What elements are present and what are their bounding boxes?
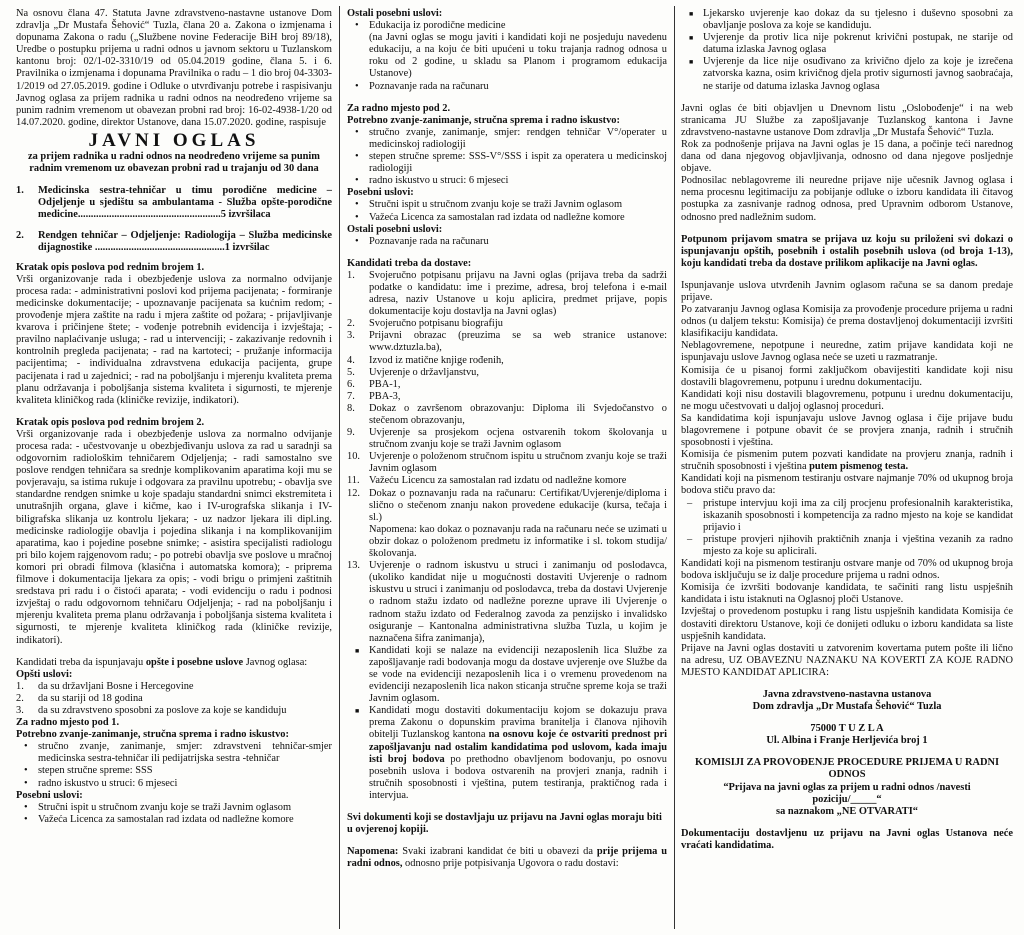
paragraph: Kandidati koji na pismenom testiranju ostvare najmanje 70% od ukupnog broja bodova stiču pravo da: <box>681 473 1013 497</box>
list-item: • Stručni ispit u stručnom zvanju koje se traži Javnim oglasom <box>347 199 667 211</box>
paragraph: Po zatvaranju Javnog oglasa Komisija za provođenje procedure prijema u radni odnos (u daljem tekstu: Komisija) će prema dostavljenoj dokumentaciji izvršiti klasifikaciju kandidata. <box>681 304 1013 340</box>
section-heading: Opšti uslovi: <box>16 668 73 680</box>
paragraph: Ispunjavanje uslova utvrđenih Javnim oglasom računa se sa danom predaje prijave. <box>681 279 1013 303</box>
item-number: 2. <box>16 692 24 704</box>
column-divider <box>674 6 675 929</box>
list-item: • Važeća Licenca za samostalan rad izdata od nadležne komore <box>347 212 667 224</box>
list-item <box>16 705 332 717</box>
position-text: Medicinska sestra-tehničar u timu porodične medicine – Odjeljenje u sjedištu sa ambulantama - Služba opšte-porodične medicine.......................................................5 izvršilaca <box>38 185 332 221</box>
section-heading: Kandidati treba da dostave: <box>347 257 472 269</box>
section-heading: Ostali posebni uslovi: <box>347 223 443 235</box>
column-middle <box>347 8 667 929</box>
item-number <box>347 524 369 560</box>
list-item: • Poznavanje rada na računaru <box>347 81 667 93</box>
final-notice: Dokumentaciju dostavljenu uz prijavu na Javni oglas Ustanova neće vraćati kandidatima. <box>681 827 1013 851</box>
list-item <box>347 403 667 427</box>
item-number: 3. <box>16 704 24 716</box>
section-heading: Za radno mjesto pod 1. <box>16 717 120 729</box>
section-subheading: Potrebno zvanje-zanimanje, stručna sprema i radno iskustvo: <box>16 729 289 741</box>
list-item <box>347 451 667 475</box>
item-text: Dokaz o završenom obrazovanju: Diploma ili Svjedočanstvo o stečenom obrazovanju, <box>369 402 667 426</box>
item-text: PBA-3, <box>369 390 401 402</box>
address-line: sa naznakom „NE OTVARATI“ <box>776 805 918 817</box>
other-conditions-list <box>347 236 667 248</box>
item-text: da su državljani Bosne i Hercegovine <box>38 680 194 692</box>
section-heading: Posebni uslovi: <box>347 187 414 199</box>
item-number: 1. <box>347 269 355 281</box>
item-text: Uvjerenje o državljanstvu, <box>369 366 479 378</box>
paragraph: Neblagovremene, nepotpune i neuredne, zatim prijave kandidata koji ne ispunjavaju uslove Javnog oglasa neće se uzeti u razmatranje. <box>681 340 1013 364</box>
address-line: 75000 T U Z L A <box>810 723 884 735</box>
column-right <box>681 8 1013 929</box>
requirements-list <box>16 741 332 789</box>
item-number: 7. <box>347 390 355 402</box>
item-text: Kandidati mogu dostaviti dokumentaciju kojom se dokazuju prava prema Zakonu o dopunskim pravima branitelja i članova njihovih obitelji Tuzlanskog kantona <box>369 705 667 741</box>
item-text: da su stariji od 18 godina <box>38 692 143 704</box>
paragraph: Komisija će u pisanoj formi zaključkom obavijestiti kandidate koji nisu dostavili blagovremenu, potpunu i urednu dokumentaciju. <box>681 364 1013 388</box>
list-item <box>347 475 667 487</box>
note-text: odnosno prije potpisivanja Ugovora o radu dostavi: <box>402 858 619 870</box>
section-heading: Kratak opis poslova pod rednim brojem 1. <box>16 261 205 273</box>
certified-copies-note: Svi dokumenti koji se dostavljaju uz prijavu na Javni oglas moraju biti u ovjerenoj kopiji. <box>347 812 662 836</box>
section-subheading: Potrebno zvanje-zanimanje, stručna sprema i radno iskustvo: <box>347 114 620 126</box>
item-number: 3. <box>347 330 355 342</box>
list-item: • Važeća Licenca za samostalan rad izdata od nadležne komore <box>16 814 332 826</box>
list-item: • radno iskustvo u struci: 6 mjeseci <box>16 778 332 790</box>
item-text: Izvod iz matične knjige rođenih, <box>369 354 504 366</box>
note-label: Napomena: <box>347 846 399 858</box>
item-number: 8. <box>347 402 355 414</box>
item-text: Uvjerenje o radnom iskustvu u struci i zanimanju od poslodavca, (ukoliko kandidat nije u mogućnosti dostaviti Uvjerenje o radnom iskustvu u struci i zanimanju od poslodavca, treba da dostavi Uvjerenje o radnom stažu izdato od nadležne porezne uprave ili Uvjerenje o radnom stažu izdato od Federalnog zavoda za penzijsko i invalidsko osiguranje – Kantonalna administrativna služba Tuzla, u kojim je naznačena šifra zanimanja), <box>369 560 667 644</box>
list-item: • stepen stručne spreme: SSS-V°/SSS i ispit za operatera u medicinskoj radiologiji <box>347 151 667 175</box>
additional-docs-list <box>347 645 667 802</box>
list-item: • stručno zvanje, zanimanje, smjer: zdravstveni tehničar-smjer medicinska sestra-tehničar ili pedijatrijska sestra -tehničar <box>16 741 332 765</box>
item-text: Uvjerenje sa prosjekom ocjena ostvarenih tokom školovanja u stručnom zvanju koje se traži Javnim oglasom <box>369 427 667 451</box>
item-text: Dokaz o poznavanju rada na računaru: Certifikat/Uvjerenje/diploma i slično o stečenom znanju nakon provedene edukacije (kursa, tečaja i sl.) <box>369 487 667 523</box>
item-number: 6. <box>347 378 355 390</box>
list-item: • Poznavanje rada na računaru <box>347 236 667 248</box>
final-note <box>347 846 667 870</box>
intro-paragraph: Na osnovu člana 47. Statuta Javne zdravstveno-nastavne ustanove Dom zdravlja „Dr Mustafa Šehović“ Tuzla, člana 20 a. Zakona o izmjenama i dopunama Zakona o radu („Službene novine Federacije BiH broj 89/18), Uredbe o postupku prijema u radni odnos u javnom sektoru u Tuzlanskom kantonu broj: 02/1-02-3310/19 od 05.04.2019 godine, člana 5. i 6. Pravilnika o izmjenama i dopunama Pravilnika o radu – 1 dio broj 04-3303-1/2019 od 27.05.2019. godine i Odluke o utvrđivanju potrebe i raspisivanju Javnog oglasa za prijem radnika u radni odnos na neodređeno vrijeme sa punim radnim vremenom ut obavezan probni rad broj: 16-02-4938-1/20 od 14.07.2020. godine, direktor Ustanove, dana 15.07.2020. godine, raspisuje <box>16 8 332 128</box>
list-item <box>347 524 667 560</box>
item-number: 10. <box>347 451 360 463</box>
note-text: Svaki izabrani kandidat će biti u obavezi da <box>398 846 597 858</box>
list-item: • Edukacija iz porodične medicine <box>347 20 667 32</box>
job-description-2: Vrši organizovanje rada i obezbjeđenje uslova za normalno odvijanje procesa rada: - učestvovanje u obezbjeđivanju uslova za rad u saradnji sa odgovornim radiološkim tehničarem Odjeljenja; - radi samostalno sve poslove rendgen tehničara sa srednje komplikovanim aparatima koji mu se povjeravaju, sa istima rukuje i odgovara za pravilnu upotrebu; - obavlja sve standardne rendgen snimke u koje spadaju standardni snimci ekstremiteta i unutrašnjih organa, glave i kičme, kao i IV-urografska slikanja i IV-biligrafska slikanja uz kontrolu ljekara; - uz nadzor ljekara ili dipl.ing. medicinske radiologije obavlja i pojedina slikanja i na komplikovanijim aparatima, kao i pojedine posebne snimke; - asistira specijalisti radiologu pri bilo kojem rajgenovom radu; - po potrebi obavlja sve poslove u mračnoj komori pri obradi filmova (klasična i automatska komora); - pripremа filmove i dokumentacija ljekara za opis; - vodi brigu o primjeni zaštitnih sredstava pri radu i o čistoći aparata; - vodi evidenciju o radu i podnosi izvještaj o radu odgovornom tehničaru Odjeljenja; - rad na poboljšanju i mjerenju kvaliteta prema planu održavanja i poboljšanja sistema kvaliteta i sigurnosti, te mjerenje kvaliteta kliničkog rada (kliničke revizije, indikatori). <box>16 428 332 646</box>
paragraph: Komisija će izvršiti bodovanje kandidata, te sačiniti rang listu uspješnih kandidata i istu istaknuti na Oglasnoj ploči Ustanove. <box>681 582 1013 606</box>
list-item: • radno iskustvo u struci: 6 mjeseci <box>347 175 667 187</box>
list-item <box>347 330 667 354</box>
item-text: Svojeručno potpisanu biografiju <box>369 318 503 330</box>
list-item <box>16 693 332 705</box>
item-bold: na osnovu koje će ostvariti prednost pri zapošljavanju nad ostalim kandidatima pod uslovom, kada imaju isti broj bodova <box>369 729 667 765</box>
note-bold: prije prijema u radni odnos, <box>347 846 667 870</box>
item-number: 4. <box>347 354 355 366</box>
conditions-text: Javnog oglasa: <box>243 656 308 668</box>
item-number: 12. <box>347 487 360 499</box>
documents-list <box>347 270 667 645</box>
column-left <box>16 8 332 929</box>
list-item: • stepen stručne spreme: SSS <box>16 765 332 777</box>
deadline-paragraph: Rok za podnošenje prijava na Javni oglas je 15 dana, a počinje teći narednog dana od dana njegovog objavljivanja, odnosno od dana njegove posljednje objave. <box>681 138 1013 175</box>
item-number: 5. <box>347 366 355 378</box>
address-line: Javna zdravstveno-nastavna ustanova <box>762 688 932 700</box>
list-item: – pristupe intervjuu koji ima za cilj procjenu profesionalnih karakteristika, iskazanih sposobnosti i kompetencija za radno mjesto na koje se kandidat prijavio i <box>681 498 1013 534</box>
item-text: Važeću Licencu za samostalan rad izdatu od nadležne komore <box>369 475 627 487</box>
page-title: JAVNI OGLAS <box>88 129 260 151</box>
position-item <box>16 185 332 221</box>
paragraph: Kandidati koji nisu dostavili blagovremenu, potpunu i urednu dokumentaciju, ne mogu učestvovati u daljoj oglasnoj proceduri. <box>681 388 1013 412</box>
list-item: – pristupe provjeri njihovih praktičnih znanja i vještina vezanih za radno mjesto za koje su aplicirali. <box>681 534 1013 558</box>
publication-paragraph: Javni oglas će biti objavljen u Dnevnom listu „Oslobođenje“ i na web stranicama JU Službe za zapošljavanje Tuzlanskog kantona i Javne zdravstveno-nastavne ustanove Dom zdravlja „Dr Mustafa Šehović“ Tuzla. <box>681 102 1013 138</box>
section-heading: Kratak opis poslova pod rednim brojem 2. <box>16 416 205 428</box>
list-item <box>347 705 667 802</box>
list-item <box>347 379 667 391</box>
late-application-paragraph: Podnosilac neblagovreme ili neuredne prijave nije učesnik Javnog oglasa i nema procesnu legitimaciju za pobijanje odluke o izboru kandidata ili čitavog postupka za zasnivanje radnog odnosa, pred Upravnim odborom Ustanove, odnosno pred nadležnim sudom. <box>681 175 1013 223</box>
list-item <box>347 391 667 403</box>
job-description-1: Vrši organizovanje rada i obezbjeđenje uslova za normalno odvijanje procesa rada: - administrativni poslovi kod prijema pacijenata; - formiranje medicinske dokumentacije; - upoznavanje pacijenata sa kućnim redom; - provođenje mjera zaštite na radu i mjera zaštite od požara; - prijavljivanje kvarova i pričinjene štete; - vođenje potrebnih evidencija i izvještaja; - pravilno naplaćivanje usluga; - rad u intervenciji; - zakazivanje redovnih i kontrolnih pregleda pacijenata; - rad na kartoteci; - pružanje informacija pacijentima; - individualna zdravstvena edukacija pacijenta, grupe pacijenata i rad u zajednici; - rad na poboljšanju i mjerenju kvaliteta prema planu održavanja i poboljšanja sistema kvaliteta i sigurnosti, te mjerenje kvaliteta kliničkog rada (kliničke revizije, indikatori). <box>16 273 332 406</box>
list-item <box>16 681 332 693</box>
list-item: ■ Uvjerenje da lice nije osuđivano za krivično djelo za koje je izrečena zatvorska kazna, osim krivičnog djela protiv sigurnosti javnog saobraćaja, ne starije od datuma izlaska Javnog oglasa <box>681 56 1013 92</box>
position-number: 2. <box>16 229 24 241</box>
item-number: 13. <box>347 560 360 572</box>
education-note: (na Javni oglas se mogu javiti i kandidati koji ne posjeduju navedenu edukaciju, a na koju će biti upućeni u toku trajanja radnog odnosa u roku od 2 godine, u skladu sa Planom i programom edukacija Ustanove) <box>369 32 667 80</box>
item-text: Prijavni obrazac (preuzima se sa web stranice ustanove: www.dztuzla.ba), <box>369 330 667 354</box>
address-line: Dom zdravlja „Dr Mustafa Šehović“ Tuzla <box>752 701 942 713</box>
list-item <box>347 318 667 330</box>
position-number: 1. <box>16 185 24 197</box>
complete-application-paragraph: Potpunom prijavom smatra se prijava uz koju su priloženi svi dokazi o ispunjavanju opštih, posebnih i ostalih posebnih uslova (od broja 1-13), koju kandidati treba da dostave prilikom aplikacije na Javni oglas. <box>681 233 1013 269</box>
list-item <box>347 367 667 379</box>
list-item <box>347 270 667 318</box>
list-item: • Stručni ispit u stručnom zvanju koje se traži Javnim oglasom <box>16 802 332 814</box>
address-line: KOMISIJI ZA PROVOĐENJE PROCEDURE PRIJEMA U RADNI ODNOS <box>694 757 1000 781</box>
section-heading: Posebni uslovi: <box>16 789 83 801</box>
address-line: “Prijava na javni oglas za prijem u radni odnos /navesti poziciju/_____“ <box>723 781 971 805</box>
section-heading: Ostali posebni uslovi: <box>347 8 443 19</box>
other-conditions-list <box>347 20 667 32</box>
item-number: 11. <box>347 475 360 487</box>
list-item: • stručno zvanje, zanimanje, smjer: rendgen tehničar V°/operater u medicinskoj radiologiji <box>347 127 667 151</box>
test-rights-list <box>681 498 1013 558</box>
section-heading: Za radno mjesto pod 2. <box>347 102 451 114</box>
list-item: ■ Uvjerenje da protiv lica nije pokrenut krivični postupak, ne starije od datuma izlaska Javnog oglasa <box>681 32 1013 56</box>
paragraph-text: Komisija će pismenim putem pozvati kandidate na provjeru znanja, radnih i stručnih sposobnosti i vještina <box>681 449 1013 473</box>
list-item <box>347 427 667 451</box>
paragraph: Izvještaj o provedenom postupku i rang listu uspješnih kandidata Komisija će dostaviti direktoru Ustanove, koji će donijeti odluku o izboru kandidata sa liste uspješnih kandidata. <box>681 606 1013 642</box>
list-item <box>347 355 667 367</box>
position-text: Rendgen tehničar – Odjeljenje: Radiologija – Služba medicinske dijagnostike ..................................................1 izvršilac <box>38 229 332 253</box>
item-number: 1. <box>16 680 24 692</box>
address-line: Ul. Albina i Franje Herljevića broj 1 <box>766 735 928 747</box>
page-subtitle: za prijem radnika u radni odnos na neodređeno vrijeme sa punim radnim vremenom uz obavezan probni rad u trajanju od 30 dana <box>28 151 320 175</box>
conditions-intro <box>16 657 332 669</box>
item-text: Uvjerenje o položenom stručnom ispitu u stručnom zvanju koje se traži Javnim oglasom <box>369 451 667 475</box>
paragraph: Sa kandidatima koji ispunjavaju uslove Javnog oglasa i čije prijave budu blagovremene i potpune obavit će se provjera znanja, radnih i stručnih sposobnosti i vještina. <box>681 412 1013 449</box>
item-number: 2. <box>347 318 355 330</box>
position-item <box>16 230 332 254</box>
list-item <box>347 560 667 645</box>
item-text: PBA-1, <box>369 378 401 390</box>
item-text: Napomena: kao dokaz o poznavanju rada na računaru neće se uzimati u obzir dokaz o položenom predmetu iz informatike i sl. tokom studija/školovanja. <box>369 523 667 560</box>
conditions-bold: opšte i posebne uslove <box>145 656 244 668</box>
other-conditions-list <box>347 81 667 93</box>
item-text: Svojeručno potpisanu prijavu na Javni oglas (prijava treba da sadrži podatke o kandidatu: ime i prezime, adresa, broj telefona i e-mail adresa, naziv Ustanove u koju aplicira, predmet prijave, popis dokumentacije koju dostavlja na Javni oglas) <box>369 269 667 318</box>
list-item: ■ Kandidati koji se nalaze na evidenciji nezaposlenih lica Službe za zapošljavanje radi bodovanja mogu da dostave uvjerenje ove Službe da se vode na evidenciji nezaposlenih lica i o vremenu provedenom na evidenciji nezaposlenih lica nakon sticanja stručne spreme koja se traži Javnim oglasom. <box>347 645 667 705</box>
conditions-text: Kandidati treba da ispunjavaju <box>16 656 146 668</box>
paragraph: Kandidati koji na pismenom testiranju ostvare manje od 70% od ukupnog broja bodova isključuju se iz dalje procedure prijema u radni odnos. <box>681 558 1013 582</box>
paragraph <box>681 449 1013 473</box>
paragraph-bold: putem pismenog testa. <box>809 461 909 473</box>
pre-employment-docs-list <box>681 8 1013 93</box>
paragraph: Prijave na Javni oglas dostaviti u zatvorenim kovertama putem pošte ili lično na adresu, UZ OBAVEZNU NAZNAKU NA KOVERTI ZA KOJE RADNO MJESTO KANDIDAT APLICIRA: <box>681 642 1013 678</box>
special-conditions-list <box>16 802 332 826</box>
item-number: 9. <box>347 427 355 439</box>
item-text: po prethodno obavljenom bodovanju, po osnovu posebnih uslova i bodova ostvarenih na provjeri znanja, radnih i stručnih sposobnosti i vještina, putem testiranja, praktičnog rada i intervjua. <box>369 753 667 801</box>
requirements-list <box>347 127 667 187</box>
list-item <box>347 488 667 524</box>
special-conditions-list <box>347 199 667 223</box>
list-item: ■ Ljekarsko uvjerenje kao dokaz da su tjelesno i duševno sposobni za obavljanje poslova za koje se kandiduju. <box>681 8 1013 32</box>
general-conditions-list <box>16 681 332 717</box>
column-divider <box>339 6 340 929</box>
item-text: da su zdravstveno sposobni za poslove za koje se kandiduju <box>38 704 287 716</box>
